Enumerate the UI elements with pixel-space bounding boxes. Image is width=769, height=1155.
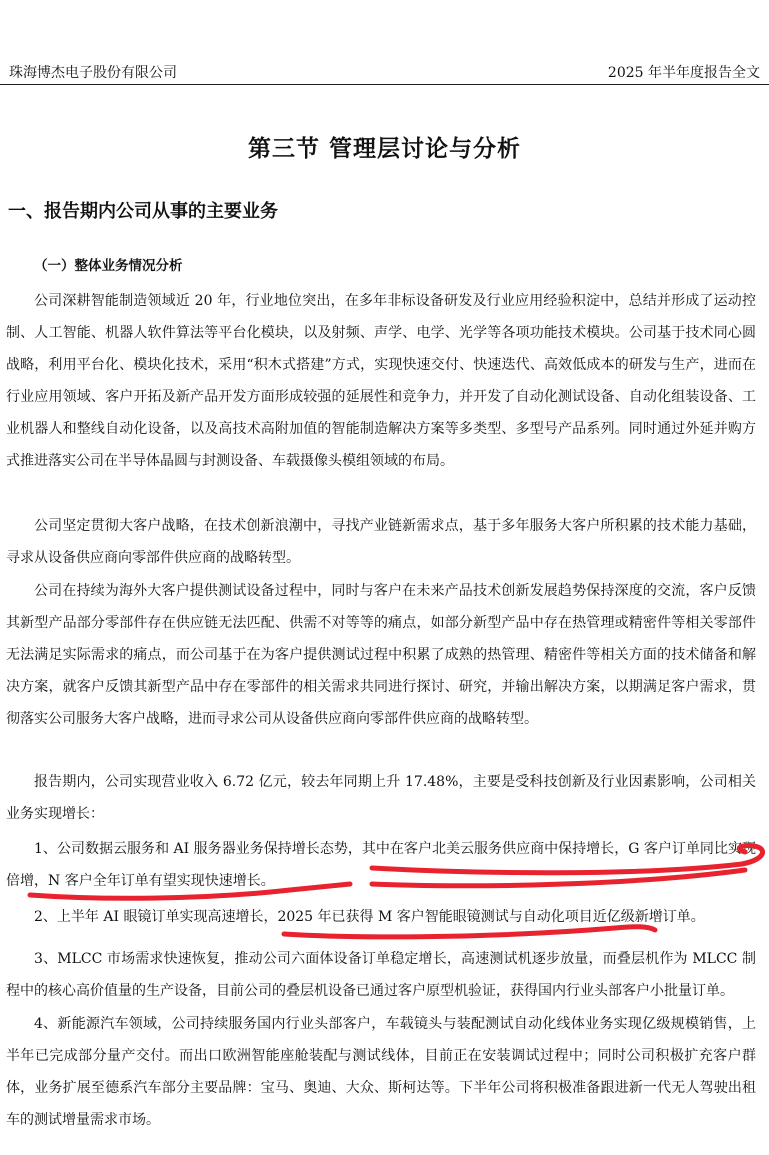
paragraph-customer-strategy: 公司坚定贯彻大客户战略，在技术创新浪潮中，寻找产业链新需求点，基于多年服务大客户所积累的技术能力基础，寻求从设备供应商向零部件供应商的战略转型。 [6,518,756,566]
paragraph-revenue-summary: 报告期内，公司实现营业收入 6.72 亿元，较去年同期上升 17.48%，主要是受科技创新及行业因素影响，公司相关业务实现增长： [6,774,756,822]
paragraph-component-transition: 公司在持续为海外大客户提供测试设备过程中，同时与客户在未来产品技术创新发展趋势保持深度的交流，客户反馈其新型产品部分零部件存在供应链无法匹配、供需不对等等的痛点，如部分新型产品中存在热管理或精密件等相关零部件无法满足实际需求的痛点，而公司基于在为客户提供测试过程中积累了成熟的热管理、精密件等相关方面的技术储备和解决方案，就客户反馈其新型产品中存在零部件的相关需求共同进行探讨、研究，并输出解决方案，以期满足客户需求，贯彻落实公司服务大客户战略，进而寻求公司从设备供应商向零部件供应商的战略转型。 [6,583,756,727]
list-item-mlcc: 3、MLCC 市场需求快速恢复，推动公司六面体设备订单稳定增长，高速测试机逐步放量，而叠层机作为 MLCC 制程中的核心高价值量的生产设备，目前公司的叠层机设备已通过客户原型机验证，获得国内行业头部客户小批量订单。 [6,951,756,999]
heading-overall-analysis: （一）整体业务情况分析 [34,258,183,274]
section-title: 第三节 管理层讨论与分析 [247,136,521,162]
header-divider [0,84,769,85]
company-name: 珠海博杰电子股份有限公司 [9,65,177,81]
paragraph-company-overview: 公司深耕智能制造领域近 20 年，行业地位突出，在多年非标设备研发及行业应用经验积淀中，总结并形成了运动控制、人工智能、机器人软件算法等平台化模块，以及射频、声学、电学、光学等各项功能技术模块。公司基于技术同心圆战略，利用平台化、模块化技术，采用“积木式搭建”方式，实现快速交付、快速迭代、高效低成本的研发与生产，进而在行业应用领域、客户开拓及新产品开发方面形成较强的延展性和竞争力，并开发了自动化测试设备、自动化组装设备、工业机器人和整线自动化设备，以及高技术高附加值的智能制造解决方案等多类型、多型号产品系列。同时通过外延并购方式推进落实公司在半导体晶圆与封测设备、车载摄像头模组领域的布局。 [6,293,756,469]
list-item-ai-glasses: 2、上半年 AI 眼镜订单实现高速增长，2025 年已获得 M 客户智能眼镜测试与自动化项目近亿级新增订单。 [34,909,705,925]
heading-main-business: 一、报告期内公司从事的主要业务 [8,201,278,222]
list-item-data-cloud: 1、公司数据云服务和 AI 服务器业务保持增长态势，其中在客户北美云服务供应商中保持增长，G 客户订单同比实现倍增，N 客户全年订单有望实现快速增长。 [6,841,756,889]
list-item-new-energy-vehicles: 4、新能源汽车领域，公司持续服务国内行业头部客户，车载镜头与装配测试自动化线体业务实现亿级规模销售，上半年已完成部分量产交付。而出口欧洲智能座舱装配与测试线体，目前正在安装调试过程中；同时公司积极扩充客户群体，业务扩展至德系汽车部分主要品牌：宝马、奥迪、大众、斯柯达等。下半年公司将积极准备跟进新一代无人驾驶出租车的测试增量需求市场。 [6,1016,756,1128]
page-header [0,0,769,86]
report-title: 2025 年半年度报告全文 [607,65,760,81]
